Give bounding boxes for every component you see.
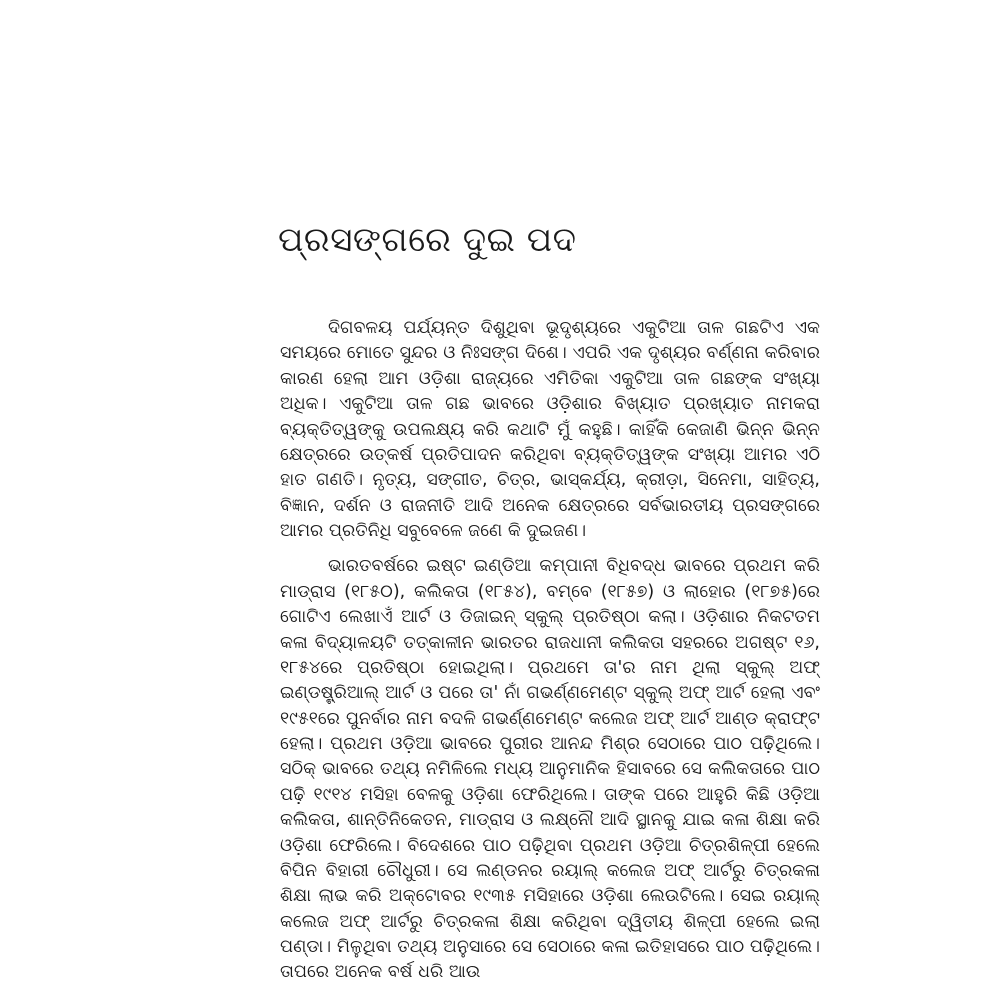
body-text [280, 316, 820, 986]
paragraph-1: ଦିଗବଳୟ ପର୍ଯ୍ୟନ୍ତ ଦିଶୁଥିବା ଭୂଦୃଶ୍ୟରେ ଏକୁଟିଆ ତାଳ ଗଛଟିଏ ଏକ ସମୟରେ ମୋତେ ସୁନ୍ଦର ଓ ନିଃସଙ୍ଗ ଦିଶେ। ଏପରି ଏକ ଦୃଶ୍ୟର ବର୍ଣ୍ଣନା କରିବାର କାରଣ ହେଲା ଆମ ଓଡ଼ିଶା ରାଜ୍ୟରେ ଏମିତିକା ଏକୁଟିଆ ତାଳ ଗଛଙ୍କ ସଂଖ୍ୟା ଅଧିକ। ଏକୁଟିଆ ତାଳ ଗଛ ଭାବରେ ଓଡ଼ିଶାର ବିଖ୍ୟାତ ପ୍ରଖ୍ୟାତ ନାମକରା ବ୍ୟକ୍ତିତ୍ୱଙ୍କୁ ଉପଲକ୍ଷ୍ୟ କରି କଥାଟି ମୁଁ କହୁଛି। କାହିଁକି କେଜାଣି ଭିନ୍ନ ଭିନ୍ନ କ୍ଷେତ୍ରରେ ଉତ୍କର୍ଷ ପ୍ରତିପାଦନ କରିଥିବା ବ୍ୟକ୍ତିତ୍ୱଙ୍କ ସଂଖ୍ୟା ଆମର ଏଠି ହାତ ଗଣତି। ନୃତ୍ୟ, ସଙ୍ଗୀତ, ଚିତ୍ର, ଭାସ୍କର୍ଯ୍ୟ, କ୍ରୀଡ଼ା, ସିନେମା, ସାହିତ୍ୟ, ବିଜ୍ଞାନ, ଦର୍ଶନ ଓ ରାଜନୀତି ଆଦି ଅନେକ କ୍ଷେତ୍ରରେ ସର୍ବଭାରତୀୟ ପ୍ରସଙ୍ଗରେ ଆମର ପ୍ରତିନିଧି ସବୁବେଳେ ଜଣେ କି ଦୁଇଜଣ। [280, 318, 820, 541]
page-title: ପ୍ରସଙ୍ଗରେ ଦୁଇ ପଦ [278, 220, 577, 260]
paragraph-2: ଭାରତବର୍ଷରେ ଇଷ୍ଟ ଇଣ୍ଡିଆ କମ୍ପାନୀ ବିଧିବଦ୍ଧ ଭାବରେ ପ୍ରଥମ କରି ମାଡ୍ରାସ (୧୮୫୦), କଲିକତା (୧୮୫୪), ବମ୍ବେ (୧୮୫୭) ଓ ଲାହୋର (୧୮୭୫)ରେ ଗୋଟିଏ ଲେଖାଏଁ ଆର୍ଟ ଓ ଡିଜାଇନ୍ ସ୍କୁଲ୍ ପ୍ରତିଷ୍ଠା କଲା। ଓଡ଼ିଶାର ନିକଟତମ କଳା ବିଦ୍ୟାଳୟଟି ତତ୍କାଳୀନ ଭାରତର ରାଜଧାନୀ କଲିକତା ସହରରେ ଅଗଷ୍ଟ ୧୬, ୧୮୫୪ରେ ପ୍ରତିଷ୍ଠା ହୋଇଥିଲା। ପ୍ରଥମେ ତା'ର ନାମ ଥିଲା ସ୍କୁଲ୍ ଅଫ୍ ଇଣ୍ଡଷ୍ଟ୍ରିଆଲ୍ ଆର୍ଟ ଓ ପରେ ତା' ନାଁ ଗଭର୍ଣ୍ଣମେଣ୍ଟ ସ୍କୁଲ୍ ଅଫ୍ ଆର୍ଟ ହେଲା ଏବଂ ୧୯୫୧ରେ ପୁନର୍ବାର ନାମ ବଦଳି ଗଭର୍ଣ୍ଣମେଣ୍ଟ କଲେଜ ଅଫ୍ ଆର୍ଟ ଆଣ୍ଡ କ୍ରାଫ୍ଟ ହେଲା। ପ୍ରଥମ ଓଡ଼ିଆ ଭାବରେ ପୁରୀର ଆନନ୍ଦ ମିଶ୍ର ସେଠାରେ ପାଠ ପଢ଼ିଥିଲେ। ସଠିକ୍ ଭାବରେ ତଥ୍ୟ ନମିଳିଲେ ମଧ୍ୟ ଆନୁମାନିକ ହିସାବରେ ସେ କଲିକତାରେ ପାଠ ପଢ଼ି ୧୯୧୪ ମସିହା ବେଳକୁ ଓଡ଼ିଶା ଫେରିଥିଲେ। ତାଙ୍କ ପରେ ଆହୁରି କିଛି ଓଡ଼ିଆ କଲିକତା, ଶାନ୍ତିନିକେତନ, ମାଡ୍ରାସ ଓ ଲକ୍ଷ୍ନୌ ଆଦି ସ୍ଥାନକୁ ଯାଇ କଳା ଶିକ୍ଷା କରି ଓଡ଼ିଶା ଫେରିଲେ। ବିଦେଶରେ ପାଠ ପଢ଼ିଥିବା ପ୍ରଥମ ଓଡ଼ିଆ ଚିତ୍ରଶିଳ୍ପୀ ହେଲେ ବିପିନ ବିହାରୀ ଚୌଧୁରୀ। ସେ ଲଣ୍ଡନର ରୟାଲ୍ କଲେଜ ଅଫ୍ ଆର୍ଟରୁ ଚିତ୍ରକଳା ଶିକ୍ଷା ଲାଭ କରି ଅକ୍ଟୋବର ୧୯୩୫ ମସିହାରେ ଓଡ଼ିଶା ଲେଉଟିଲେ। ସେଇ ରୟାଲ୍ କଲେଜ ଅଫ୍ ଆର୍ଟରୁ ଚିତ୍ରକଳା ଶିକ୍ଷା କରିଥିବା ଦ୍ୱିତୀୟ ଶିଳ୍ପୀ ହେଲେ ଇଲା ପଣ୍ଡା। ମିଳୁଥିବା ତଥ୍ୟ ଅନୁସାରେ ସେ ସେଠାରେ କଳା ଇତିହାସରେ ପାଠ ପଢ଼ିଥିଲେ। ତାପରେ ଅନେକ ବର୍ଷ ଧରି ଆଉ [280, 556, 820, 983]
